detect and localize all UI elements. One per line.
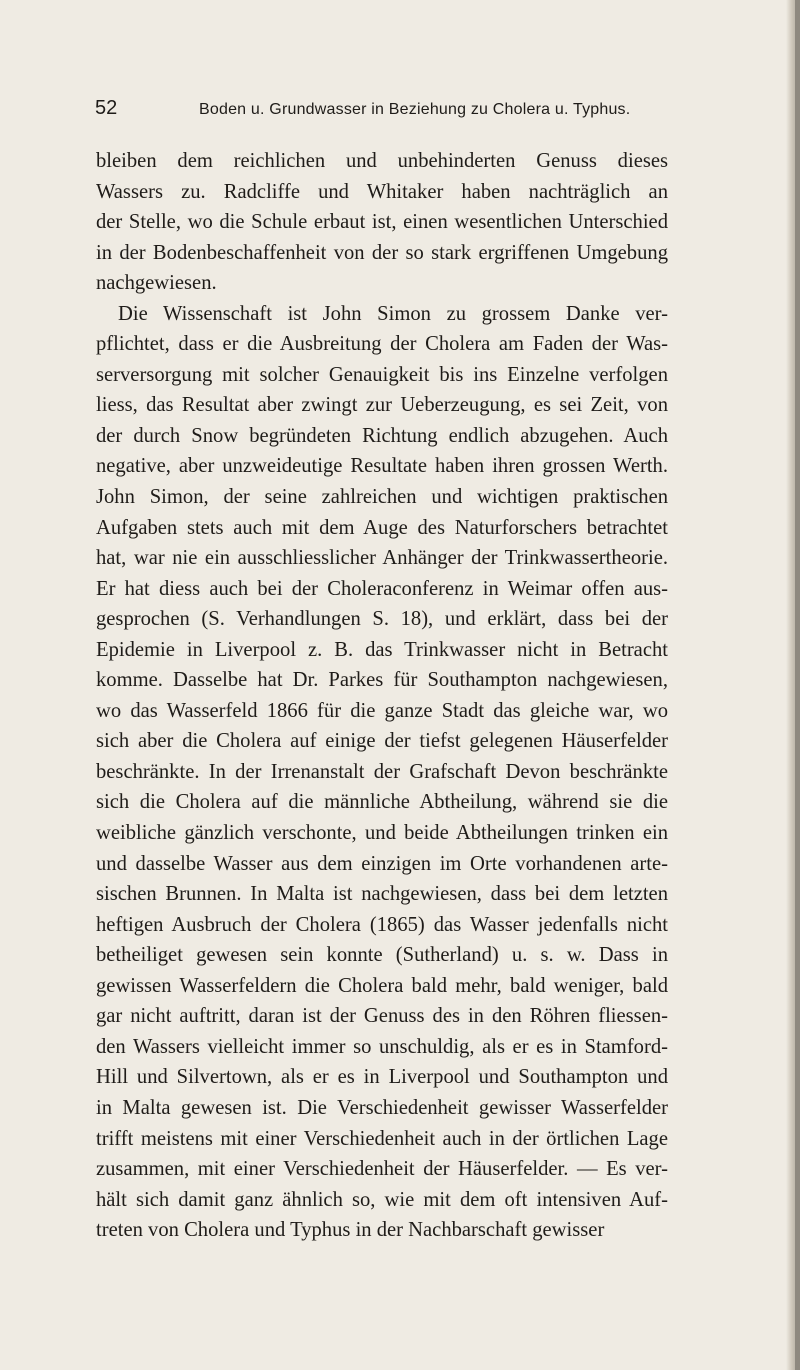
text-line: gesprochen (S. Verhandlungen S. 18), und erklärt, dass bei der <box>96 608 668 631</box>
text-line: zusammen, mit einer Verschiedenheit der Häuserfelder. — Es ver- <box>96 1158 668 1181</box>
text-line: wo das Wasserfeld 1866 für die ganze Stadt das gleiche war, wo <box>96 699 668 722</box>
text-line: treten von Cholera und Typhus in der Nachbarschaft gewisser <box>96 1219 605 1242</box>
text-line: Die Wissenschaft ist John Simon zu grossem Danke ver- <box>118 302 668 325</box>
text-line: Wassers zu. Radcliffe und Whitaker haben nachträglich an <box>96 180 668 203</box>
text-line: sich aber die Cholera auf einige der tiefst gelegenen Häuserfelder <box>96 730 668 753</box>
text-line: nachgewiesen. <box>96 272 217 295</box>
page-edge-shadow <box>786 0 800 1370</box>
text-line: weibliche gänzlich verschonte, und beide Abtheilungen trinken ein <box>96 822 668 845</box>
text-line: gewissen Wasserfeldern die Cholera bald mehr, bald weniger, bald <box>96 974 668 997</box>
text-line: gar nicht auftritt, daran ist der Genuss des in den Röhren fliessen- <box>96 1005 668 1028</box>
text-line: bleiben dem reichlichen und unbehinderten Genuss dieses <box>96 150 668 172</box>
text-line: beschränkte. In der Irrenanstalt der Grafschaft Devon beschränkte <box>96 760 668 783</box>
text-line: John Simon, der seine zahlreichen und wichtigen praktischen <box>96 486 668 509</box>
text-line: den Wassers vielleicht immer so unschuldig, als er es in Stamford- <box>96 1035 668 1058</box>
text-line: hält sich damit ganz ähnlich so, wie mit dem oft intensiven Auf- <box>96 1188 668 1211</box>
text-line: liess, das Resultat aber zwingt zur Ueberzeugung, es sei Zeit, von <box>96 394 668 417</box>
text-line: serversorgung mit solcher Genauigkeit bis ins Einzelne verfolgen <box>96 363 668 386</box>
text-line: negative, aber unzweideutige Resultate haben ihren grossen Werth. <box>96 455 668 478</box>
running-title: Boden u. Grundwasser in Beziehung zu Cholera u. Typhus. <box>199 101 631 118</box>
text-line: Epidemie in Liverpool z. B. das Trinkwasser nicht in Betracht <box>96 638 668 661</box>
text-line: Er hat diess auch bei der Choleraconferenz in Weimar offen aus- <box>96 577 668 600</box>
text-line: Aufgaben stets auch mit dem Auge des Naturforschers betrachtet <box>96 516 668 539</box>
running-header <box>95 97 667 123</box>
text-line: komme. Dasselbe hat Dr. Parkes für Southampton nachgewiesen, <box>96 669 668 692</box>
text-line: heftigen Ausbruch der Cholera (1865) das Wasser jedenfalls nicht <box>96 913 668 936</box>
text-line: pflichtet, dass er die Ausbreitung der Cholera am Faden der Was- <box>96 333 668 356</box>
text-line: der durch Snow begründeten Richtung endlich abzugehen. Auch <box>96 424 668 447</box>
body-text <box>96 146 668 1246</box>
page-number: 52 <box>95 97 118 119</box>
text-line: trifft meistens mit einer Verschiedenheit auch in der örtlichen Lage <box>96 1127 668 1150</box>
text-line: sich die Cholera auf die männliche Abtheilung, während sie die <box>96 791 668 814</box>
text-line: und dasselbe Wasser aus dem einzigen im Orte vorhandenen arte- <box>96 852 668 875</box>
text-line: Hill und Silvertown, als er es in Liverpool und Southampton und <box>96 1066 668 1089</box>
text-line: betheiliget gewesen sein konnte (Sutherland) u. s. w. Dass in <box>96 944 668 967</box>
text-line: in Malta gewesen ist. Die Verschiedenheit gewisser Wasserfelder <box>96 1096 668 1119</box>
text-line: der Stelle, wo die Schule erbaut ist, einen wesentlichen Unterschied <box>96 211 668 234</box>
text-line: hat, war nie ein ausschliesslicher Anhänger der Trinkwassertheorie. <box>96 547 668 570</box>
text-line: in der Bodenbeschaffenheit von der so stark ergriffenen Umgebung <box>96 241 668 264</box>
text-line: sischen Brunnen. In Malta ist nachgewiesen, dass bei dem letzten <box>96 883 668 906</box>
